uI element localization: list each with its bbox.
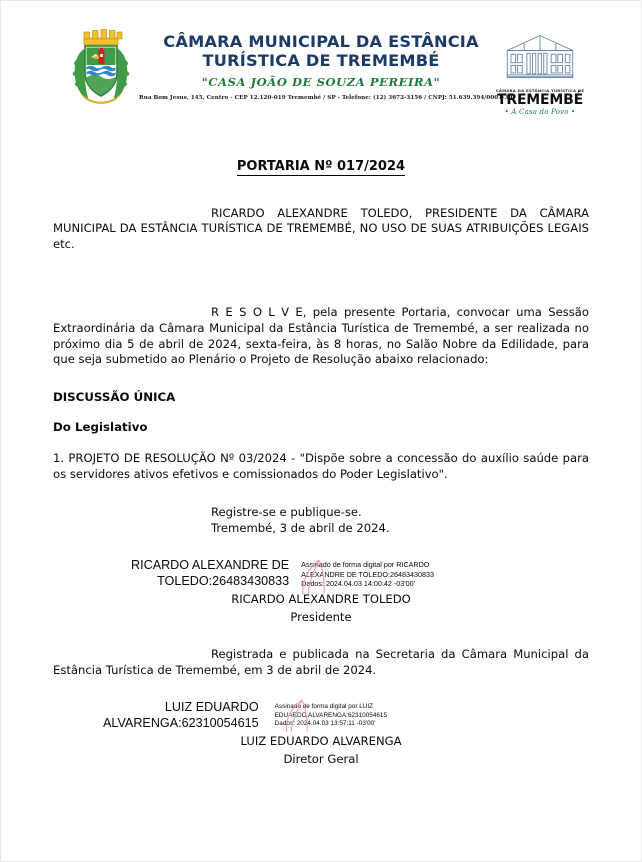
page-title-text: PORTARIA Nº 017/2024 bbox=[236, 159, 406, 174]
signature-stamp-name bbox=[103, 700, 259, 731]
tremembe-coat-of-arms-icon bbox=[67, 29, 135, 111]
signature-meta-line1: Assinado de forma digital por RICARDO bbox=[301, 560, 430, 570]
digital-signature-president bbox=[131, 558, 589, 589]
brandmark-name: TREMEMBÉ bbox=[497, 92, 583, 108]
signature-meta-line3: Dados: 2024.04.03 14:00:42 -03'00' bbox=[301, 578, 416, 588]
institution-subtitle: "CASA JOÃO DE SOUZA PEREIRA" bbox=[201, 75, 441, 89]
signatory-name-director: LUIZ EDUARDO ALVARENGA bbox=[240, 734, 402, 749]
letterhead bbox=[19, 27, 623, 119]
brandmark-tagline: • A Casa do Povo • bbox=[504, 108, 576, 116]
signatory-role-director: Diretor Geral bbox=[283, 752, 359, 767]
institution-title-line1: CÂMARA MUNICIPAL DA ESTÂNCIA bbox=[163, 32, 479, 51]
institution-title-line2: TURÍSTICA DE TREMEMBÉ bbox=[202, 50, 440, 70]
place-date-line: Tremembé, 3 de abril de 2024. bbox=[211, 521, 390, 536]
signature-stamp-line1: RICARDO ALEXANDRE DE bbox=[131, 558, 290, 573]
signature-metadata bbox=[275, 700, 387, 728]
signatory-name-president: RICARDO ALEXANDRE TOLEDO bbox=[231, 592, 411, 607]
letterhead-text bbox=[139, 32, 513, 101]
signatory-role-president: Presidente bbox=[290, 610, 352, 625]
agenda-item-1: 1. PROJETO DE RESOLUÇÃO Nº 03/2024 - "Dispõe sobre a concessão do auxílio saúde para os servidores ativos efetivos e comissionados do Poder Legislativo". bbox=[53, 450, 589, 481]
page-title bbox=[53, 159, 589, 175]
preamble-paragraph: RICARDO ALEXANDRE TOLEDO, PRESIDENTE DA CÂMARA MUNICIPAL DA ESTÂNCIA TURÍSTICA DE TREMEMBÉ, NO USO DE SUAS ATRIBUIÇÕES LEGAIS etc. bbox=[53, 205, 589, 251]
signature-stamp-line2: ALVARENGA:62310054615 bbox=[103, 715, 259, 730]
signature-stamp-name bbox=[131, 558, 289, 589]
resolve-paragraph: R E S O L V E, pela presente Portaria, convocar uma Sessão Extraordinária da Câmara Municipal da Estância Turística de Tremembé, a ser realizada no próximo dia 5 de abril de 2024, sexta-feira, às 8 horas, no Salão Nobre da Edilidade, para que seja submetido ao Plenário o Projeto de Resolução abaixo relacionado: bbox=[53, 305, 589, 367]
signature-meta-line2: EDUARDO ALVARENGA:62310054615 bbox=[274, 711, 388, 719]
signature-metadata bbox=[301, 558, 434, 588]
signature-meta-line2: ALEXANDRE DE TOLEDO:26483430833 bbox=[301, 569, 434, 579]
register-line: Registre-se e publique-se. bbox=[211, 505, 362, 520]
document-body bbox=[53, 119, 589, 767]
camara-building-icon bbox=[493, 33, 587, 87]
brandmark bbox=[493, 33, 587, 116]
signature-stamp-line1: LUIZ EDUARDO bbox=[164, 700, 259, 715]
brandmark-kicker: CÂMARA DA ESTÂNCIA TURÍSTICA DE bbox=[495, 88, 585, 93]
signature-stamp-line2: TOLEDO:26483430833 bbox=[157, 573, 290, 588]
signature-meta-line1: Assinado de forma digital por LUIZ bbox=[274, 703, 374, 711]
subsection-heading-do-legislativo: Do Legislativo bbox=[53, 420, 148, 435]
signature-meta-line3: Dados: 2024.04.03 13:57:11 -03'00' bbox=[274, 720, 376, 728]
digital-signature-director bbox=[103, 700, 589, 731]
registration-note: Registrada e publicada na Secretaria da Câmara Municipal da Estância Turística de Tremembé, em 3 de abril de 2024. bbox=[53, 647, 589, 677]
section-heading-discussao-unica: DISCUSSÃO ÚNICA bbox=[53, 389, 176, 404]
institution-address: Rua Bom Jesus, 145, Centro - CEP 12.120-019 Tremembé / SP - Telefone: (12) 3672-3156 / CNPJ: 51.639.394/0001-30 bbox=[139, 95, 513, 101]
